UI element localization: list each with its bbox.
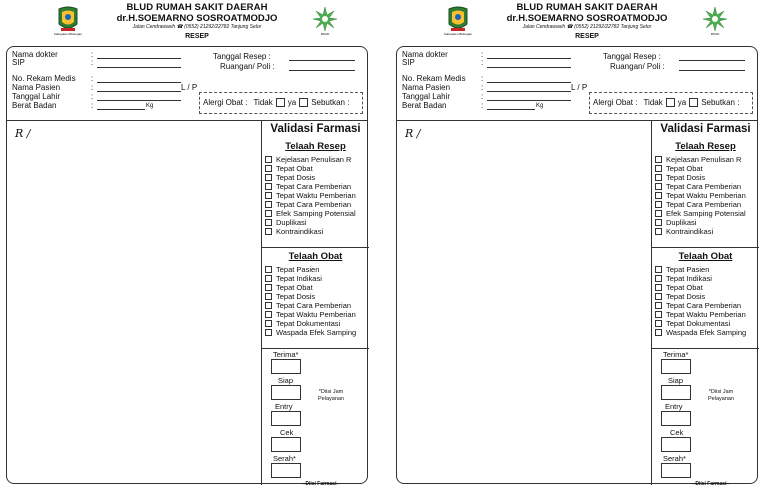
- checklist-label: Tepat Waktu Pemberian: [276, 310, 356, 319]
- sex-option[interactable]: L / P: [571, 83, 588, 92]
- checklist-label: Tepat Dokumentasi: [666, 319, 731, 328]
- telaah-obat-list: [265, 265, 356, 337]
- doctor-field[interactable]: [97, 58, 181, 59]
- checklist-checkbox[interactable]: [655, 320, 662, 327]
- checklist-checkbox[interactable]: [265, 165, 272, 172]
- checklist-checkbox[interactable]: [655, 311, 662, 318]
- checklist-checkbox[interactable]: [265, 293, 272, 300]
- checklist-item: [265, 310, 356, 319]
- telaah-resep-list: [265, 155, 356, 236]
- sip-label: SIP: [402, 58, 415, 67]
- checklist-item: [655, 155, 746, 164]
- checklist-item: [265, 292, 356, 301]
- birth-date-field[interactable]: [487, 100, 571, 101]
- rx-date-label: Tanggal Resep :: [213, 52, 271, 61]
- stage-terima-box[interactable]: [271, 359, 301, 374]
- record-no-label: No. Rekam Medis: [12, 74, 76, 83]
- checklist-checkbox[interactable]: [655, 266, 662, 273]
- service-time-note: *Diisi Jam Pelayanan: [318, 389, 344, 403]
- room-field[interactable]: [679, 70, 745, 71]
- checklist-checkbox[interactable]: [265, 266, 272, 273]
- checklist-label: Tepat Indikasi: [276, 274, 322, 283]
- checklist-label: Tepat Obat: [276, 164, 313, 173]
- allergy-no-label: Tidak: [643, 98, 663, 107]
- checklist-checkbox[interactable]: [655, 192, 662, 199]
- document-title: RESEP: [185, 33, 209, 40]
- checklist-label: Tepat Waktu Pemberian: [666, 191, 746, 200]
- checklist-item: [265, 164, 356, 173]
- record-no-label: No. Rekam Medis: [402, 74, 466, 83]
- service-time-note: *Diisi Jam Pelayanan: [708, 389, 734, 403]
- svg-text:Kabupaten Bulungan: Kabupaten Bulungan: [443, 32, 473, 36]
- sip-field[interactable]: [97, 67, 181, 68]
- checklist-item: [655, 200, 746, 209]
- form-body: [6, 46, 368, 487]
- divider: [652, 348, 759, 349]
- checklist-checkbox[interactable]: [265, 201, 272, 208]
- form-body: [396, 46, 758, 487]
- telaah-obat-list: [655, 265, 746, 337]
- doctor-label: Nama dokter: [12, 50, 58, 59]
- patient-name-label: Nama Pasien: [12, 83, 61, 92]
- checklist-item: [655, 292, 746, 301]
- checklist-item: [655, 265, 746, 274]
- hospital-header-text: [86, 3, 308, 40]
- checklist-checkbox[interactable]: [265, 228, 272, 235]
- checklist-label: Tepat Obat: [276, 283, 313, 292]
- birth-date-field[interactable]: [97, 100, 181, 101]
- hospital-address: Jalan Cendrawasih ☎ (0552) 21292/22782 Tanjung Selor: [522, 24, 652, 30]
- checklist-label: Efek Samping Potensial: [276, 209, 356, 218]
- hospital-subname: dr.H.SOEMARNO SOSROATMODJO: [506, 12, 668, 24]
- doctor-field[interactable]: [487, 58, 571, 59]
- checklist-item: [655, 209, 746, 218]
- stage-terima-label: Terima*: [273, 350, 299, 359]
- room-label: Ruangan/ Poli :: [220, 62, 275, 71]
- checklist-checkbox[interactable]: [655, 156, 662, 163]
- patient-name-field[interactable]: [97, 91, 181, 92]
- allergy-specify-label: Sebutkan :: [311, 98, 350, 107]
- checklist-checkbox[interactable]: [265, 302, 272, 309]
- telaah-resep-title: Telaah Resep: [675, 141, 736, 152]
- hospital-name: BLUD RUMAH SAKIT DAERAH: [126, 2, 268, 13]
- birth-date-label: Tanggal Lahir: [12, 92, 61, 101]
- rx-date-field[interactable]: [679, 60, 745, 61]
- checklist-item: [655, 173, 746, 182]
- rx-date-label: Tanggal Resep :: [603, 52, 661, 61]
- checklist-item: [655, 310, 746, 319]
- stage-cek-box[interactable]: [661, 437, 691, 452]
- checklist-item: [265, 227, 356, 236]
- patient-info-section: Nama dokter : SIP : Tanggal Resep : Ruangan/ Poli : No. Rekam Medis : Nama Pasien : L / P Tanggal Lahir : Berat Badan : Kg Alergi Obat : Tidak ya Sebutkan :: [397, 47, 757, 121]
- validation-title: Validasi Farmasi: [660, 123, 751, 135]
- pharmacy-validation-column: [261, 121, 369, 485]
- stage-serah-box[interactable]: [271, 463, 301, 478]
- telaah-resep-title: Telaah Resep: [285, 141, 346, 152]
- stage-entry-label: Entry: [665, 402, 683, 411]
- svg-text:RSUD: RSUD: [710, 32, 720, 36]
- checklist-label: Tepat Pasien: [276, 265, 320, 274]
- checklist-checkbox[interactable]: [655, 275, 662, 282]
- weight-label: Berat Badan: [402, 101, 447, 110]
- patient-info-section: Nama dokter : SIP : Tanggal Resep : Ruangan/ Poli : No. Rekam Medis : Nama Pasien : L / P Tanggal Lahir : Berat Badan : Kg Alergi Obat : Tidak ya Sebutkan :: [7, 47, 367, 121]
- checklist-item: [265, 209, 356, 218]
- allergy-label: Alergi Obat :: [203, 98, 248, 107]
- checklist-item: [265, 265, 356, 274]
- rx-date-field[interactable]: [289, 60, 355, 61]
- checklist-checkbox[interactable]: [265, 174, 272, 181]
- checklist-label: Waspada Efek Samping: [276, 328, 357, 337]
- stage-entry-label: Entry: [275, 402, 293, 411]
- hospital-logo-icon: [702, 6, 728, 36]
- birth-date-label: Tanggal Lahir: [402, 92, 451, 101]
- stage-entry-box[interactable]: [271, 411, 301, 426]
- validation-title: Validasi Farmasi: [270, 123, 361, 135]
- weight-label: Berat Badan: [12, 101, 57, 110]
- prescription-form-left: [6, 2, 368, 486]
- checklist-item: [265, 173, 356, 182]
- checklist-label: Tepat Cara Pemberian: [276, 182, 352, 191]
- checklist-item: [655, 274, 746, 283]
- stage-terima-box[interactable]: [661, 359, 691, 374]
- checklist-label: Tepat Dokumentasi: [276, 319, 341, 328]
- checklist-label: Waspada Efek Samping: [666, 328, 747, 337]
- pharmacy-validation-column: [651, 121, 759, 485]
- stage-siap-label: Siap: [278, 376, 294, 385]
- record-no-field[interactable]: [487, 82, 571, 83]
- hospital-name: BLUD RUMAH SAKIT DAERAH: [516, 2, 658, 13]
- stage-siap-box[interactable]: [271, 385, 301, 400]
- regency-logo-icon: [443, 6, 473, 36]
- sip-field[interactable]: [487, 67, 571, 68]
- checklist-item: [265, 218, 356, 227]
- checklist-item: [655, 191, 746, 200]
- weight-field[interactable]: [487, 109, 535, 110]
- checklist-item: [265, 155, 356, 164]
- checklist-label: Tepat Cara Pemberian: [666, 200, 742, 209]
- weight-unit: Kg: [536, 103, 544, 109]
- checklist-checkbox[interactable]: [265, 183, 272, 190]
- checklist-label: Tepat Dosis: [276, 173, 316, 182]
- telaah-resep-list: [655, 155, 746, 236]
- stage-siap-box[interactable]: [661, 385, 691, 400]
- checklist-label: Kejelasan Penulisan R: [666, 155, 742, 164]
- room-label: Ruangan/ Poli :: [610, 62, 665, 71]
- divider: [652, 247, 759, 248]
- checklist-label: Efek Samping Potensial: [666, 209, 746, 218]
- svg-text:RSUD: RSUD: [320, 32, 330, 36]
- allergy-yes-label: ya: [287, 98, 297, 107]
- checklist-checkbox[interactable]: [655, 201, 662, 208]
- pharmacy-footer-note: --Diisi Farmasi--: [302, 481, 340, 487]
- checklist-checkbox[interactable]: [655, 219, 662, 226]
- checklist-item: [265, 191, 356, 200]
- checklist-label: Tepat Waktu Pemberian: [666, 310, 746, 319]
- svg-text:Kabupaten Bulungan: Kabupaten Bulungan: [53, 32, 83, 36]
- checklist-label: Tepat Cara Pemberian: [276, 200, 352, 209]
- stage-serah-box[interactable]: [661, 463, 691, 478]
- checklist-checkbox[interactable]: [265, 192, 272, 199]
- patient-name-field[interactable]: [487, 91, 571, 92]
- checklist-checkbox[interactable]: [265, 275, 272, 282]
- checklist-item: [265, 319, 356, 328]
- stage-terima-label: Terima*: [663, 350, 689, 359]
- form-header: [6, 2, 368, 46]
- checklist-label: Duplikasi: [666, 218, 697, 227]
- stage-serah-label: Serah*: [663, 454, 686, 463]
- checklist-item: [655, 182, 746, 191]
- checklist-checkbox[interactable]: [655, 174, 662, 181]
- checklist-label: Kontraindikasi: [276, 227, 324, 236]
- allergy-specify-label: Sebutkan :: [701, 98, 740, 107]
- doctor-label: Nama dokter: [402, 50, 448, 59]
- checklist-label: Kontraindikasi: [666, 227, 714, 236]
- checklist-label: Tepat Dosis: [276, 292, 316, 301]
- checklist-label: Tepat Cara Pemberian: [666, 182, 742, 191]
- checklist-label: Tepat Obat: [666, 283, 703, 292]
- checklist-item: [655, 164, 746, 173]
- hospital-address: Jalan Cendrawasih ☎ (0552) 21292/22782 Tanjung Selor: [132, 24, 262, 30]
- checklist-checkbox[interactable]: [655, 210, 662, 217]
- checklist-checkbox[interactable]: [265, 219, 272, 226]
- checklist-checkbox[interactable]: [655, 183, 662, 190]
- allergy-box: [199, 92, 363, 114]
- hospital-subname: dr.H.SOEMARNO SOSROATMODJO: [116, 12, 278, 24]
- checklist-item: [655, 227, 746, 236]
- stage-cek-box[interactable]: [271, 437, 301, 452]
- checklist-item: [265, 283, 356, 292]
- checklist-item: [265, 301, 356, 310]
- prescription-form-right: [396, 2, 758, 486]
- sex-option[interactable]: L / P: [181, 83, 198, 92]
- checklist-label: Tepat Obat: [666, 164, 703, 173]
- stage-serah-label: Serah*: [273, 454, 296, 463]
- allergy-box: [589, 92, 753, 114]
- allergy-no-checkbox[interactable]: [666, 98, 675, 107]
- checklist-item: [265, 200, 356, 209]
- checklist-checkbox[interactable]: [265, 210, 272, 217]
- checklist-label: Tepat Dosis: [666, 173, 706, 182]
- allergy-no-label: Tidak: [253, 98, 273, 107]
- hospital-logo-icon: [312, 6, 338, 36]
- checklist-checkbox[interactable]: [655, 329, 662, 336]
- checklist-label: Duplikasi: [276, 218, 307, 227]
- patient-name-label: Nama Pasien: [402, 83, 451, 92]
- checklist-item: [265, 182, 356, 191]
- telaah-obat-title: Telaah Obat: [288, 251, 343, 262]
- checklist-item: [655, 283, 746, 292]
- checklist-checkbox[interactable]: [265, 320, 272, 327]
- stage-cek-label: Cek: [670, 428, 684, 437]
- checklist-label: Tepat Cara Pemberian: [276, 301, 352, 310]
- weight-field[interactable]: [97, 109, 145, 110]
- checklist-item: [655, 218, 746, 227]
- checklist-checkbox[interactable]: [655, 165, 662, 172]
- regency-logo-icon: [53, 6, 83, 36]
- checklist-item: [655, 301, 746, 310]
- allergy-label: Alergi Obat :: [593, 98, 638, 107]
- checklist-item: [655, 328, 746, 337]
- telaah-obat-title: Telaah Obat: [678, 251, 733, 262]
- checklist-label: Kejelasan Penulisan R: [276, 155, 352, 164]
- hospital-header-text: [476, 3, 698, 40]
- stage-cek-label: Cek: [280, 428, 294, 437]
- form-header: [396, 2, 758, 46]
- checklist-checkbox[interactable]: [655, 284, 662, 291]
- checklist-checkbox[interactable]: [655, 228, 662, 235]
- allergy-yes-checkbox[interactable]: [689, 98, 698, 107]
- recipe-symbol: R /: [15, 127, 31, 140]
- stage-entry-box[interactable]: [661, 411, 691, 426]
- weight-unit: Kg: [146, 103, 154, 109]
- recipe-symbol: R /: [405, 127, 421, 140]
- checklist-label: Tepat Cara Pemberian: [666, 301, 742, 310]
- record-no-field[interactable]: [97, 82, 181, 83]
- room-field[interactable]: [289, 70, 355, 71]
- checklist-checkbox[interactable]: [265, 284, 272, 291]
- checklist-checkbox[interactable]: [655, 302, 662, 309]
- stage-siap-label: Siap: [668, 376, 684, 385]
- document-title: RESEP: [575, 33, 599, 40]
- checklist-checkbox[interactable]: [265, 311, 272, 318]
- divider: [262, 247, 369, 248]
- divider: [262, 348, 369, 349]
- checklist-checkbox[interactable]: [265, 329, 272, 336]
- checklist-item: [265, 274, 356, 283]
- allergy-yes-checkbox[interactable]: [299, 98, 308, 107]
- sip-label: SIP: [12, 58, 25, 67]
- checklist-label: Tepat Pasien: [666, 265, 710, 274]
- allergy-no-checkbox[interactable]: [276, 98, 285, 107]
- checklist-item: [655, 319, 746, 328]
- pharmacy-footer-note: --Diisi Farmasi--: [692, 481, 730, 487]
- checklist-label: Tepat Dosis: [666, 292, 706, 301]
- checklist-checkbox[interactable]: [655, 293, 662, 300]
- allergy-yes-label: ya: [677, 98, 687, 107]
- checklist-checkbox[interactable]: [265, 156, 272, 163]
- checklist-label: Tepat Indikasi: [666, 274, 712, 283]
- checklist-label: Tepat Waktu Pemberian: [276, 191, 356, 200]
- checklist-item: [265, 328, 356, 337]
